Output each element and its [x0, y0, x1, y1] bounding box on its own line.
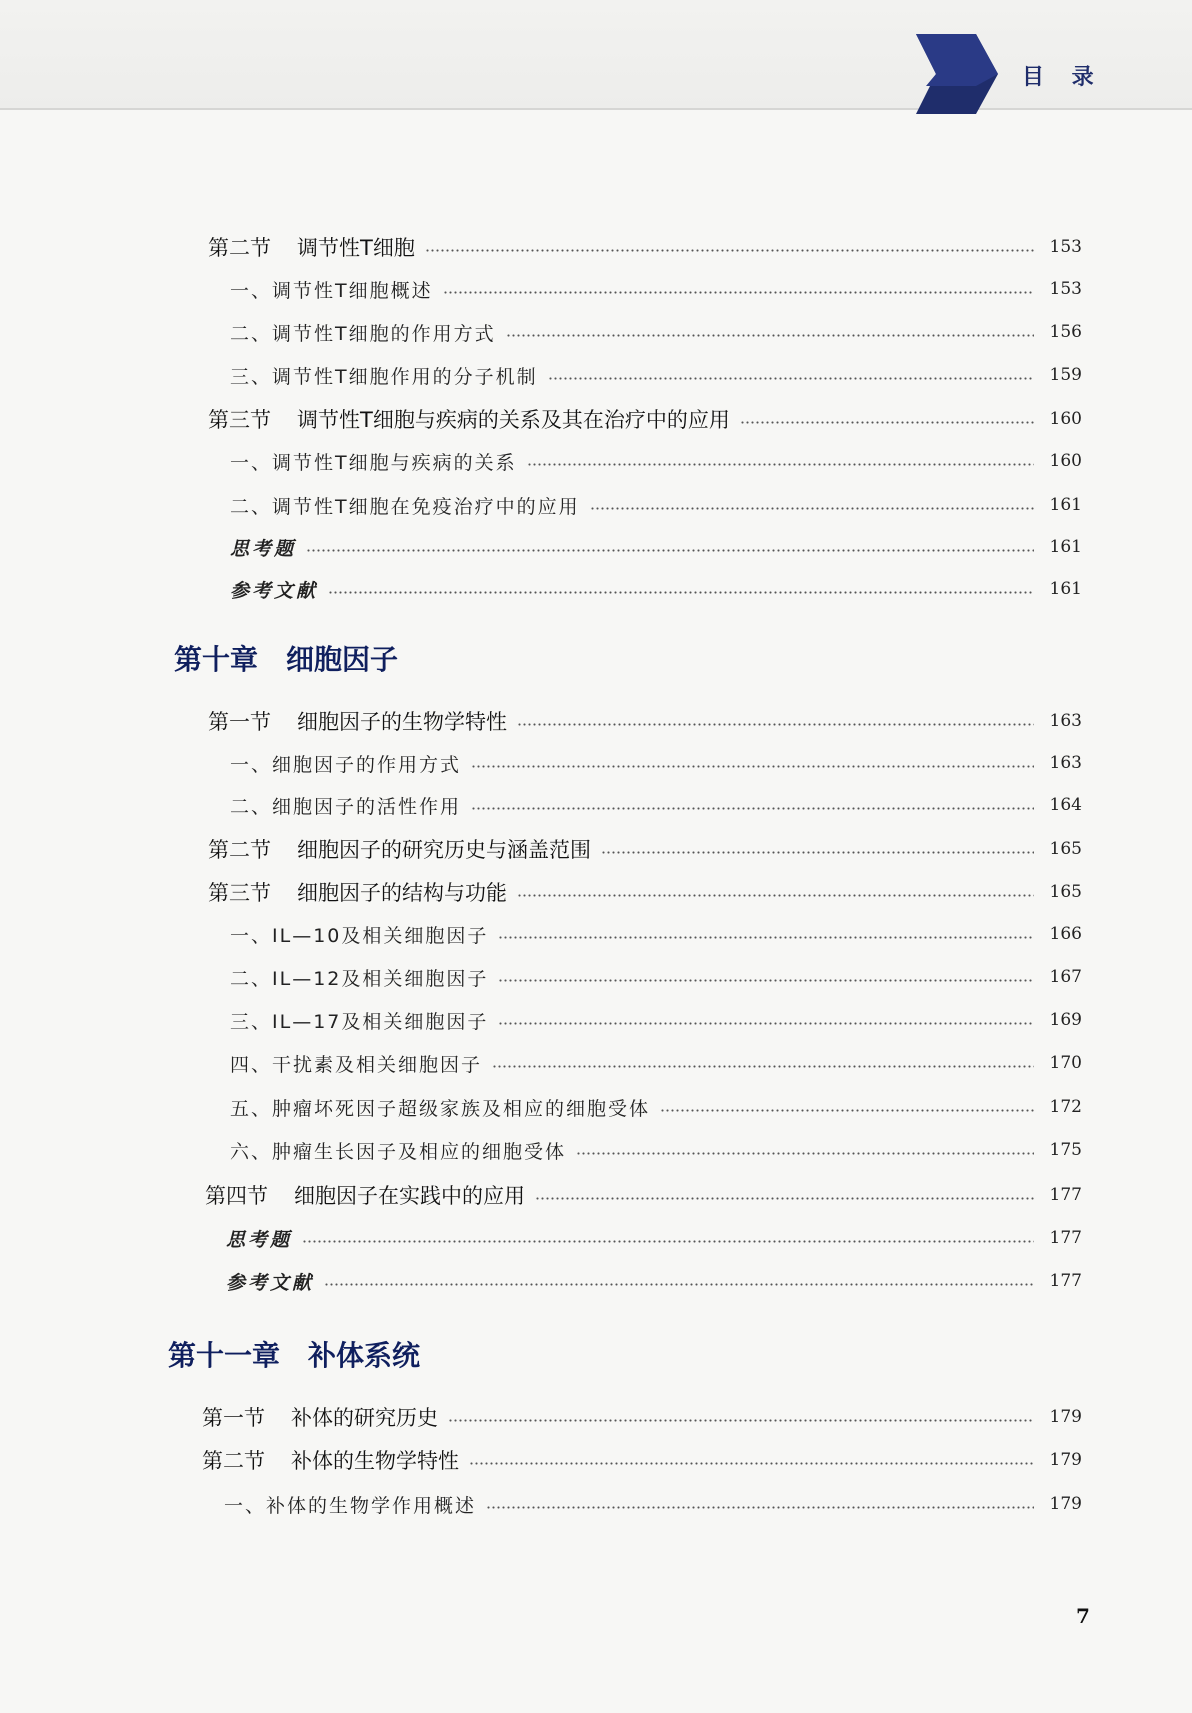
dot-leader: [548, 377, 1034, 380]
chapter-marker-tab-icon: [916, 34, 998, 114]
page-ref: 167: [1049, 967, 1082, 987]
toc-entry[interactable]: [230, 272, 1082, 306]
page-ref: 161: [1049, 579, 1082, 599]
toc-entry[interactable]: [208, 402, 1082, 436]
entry-title: 思考题: [230, 537, 297, 560]
toc-entry[interactable]: [202, 1400, 1082, 1434]
chapter-heading[interactable]: [168, 1334, 420, 1374]
entry-title: 一、调节性T细胞概述: [230, 279, 433, 302]
dot-leader: [740, 421, 1034, 424]
toc-entry[interactable]: [226, 1264, 1082, 1298]
page-ref: 161: [1049, 495, 1082, 515]
toc-entry[interactable]: [230, 530, 1082, 564]
entry-title: 补体的生物学特性: [291, 1449, 459, 1473]
chapter-title: 补体系统: [308, 1339, 421, 1372]
toc-entry[interactable]: [230, 960, 1082, 994]
toc-entry[interactable]: [230, 1133, 1082, 1167]
section-number: 第二节: [202, 1449, 265, 1473]
dot-leader: [660, 1109, 1034, 1112]
dot-leader: [506, 334, 1034, 337]
entry-title: 一、调节性T细胞与疾病的关系: [230, 451, 517, 474]
dot-leader: [535, 1197, 1034, 1200]
page-ref: 172: [1049, 1097, 1082, 1117]
entry-title: 二、调节性T细胞的作用方式: [230, 322, 496, 345]
toc-entry[interactable]: [224, 1487, 1082, 1521]
dot-leader: [527, 463, 1034, 466]
dot-leader: [324, 1283, 1034, 1286]
page-ref: 177: [1049, 1228, 1082, 1248]
section-number: 第三节: [208, 881, 271, 905]
page-ref: 175: [1049, 1140, 1082, 1160]
dot-leader: [517, 723, 1034, 726]
section-number: 第二节: [208, 838, 271, 862]
page-ref: 159: [1049, 365, 1082, 385]
page-ref: 156: [1049, 322, 1082, 342]
toc-entry[interactable]: [202, 1443, 1082, 1477]
entry-title: 四、干扰素及相关细胞因子: [230, 1053, 483, 1076]
page-ref: 177: [1049, 1271, 1082, 1291]
entry-title: 细胞因子的研究历史与涵盖范围: [297, 838, 591, 862]
toc-entry[interactable]: [230, 1090, 1082, 1124]
dot-leader: [448, 1419, 1034, 1422]
toc-entry[interactable]: [208, 704, 1082, 738]
chapter-number: 第十章: [174, 643, 259, 676]
chapter-number: 第十一章: [168, 1339, 281, 1372]
toc-entry[interactable]: [226, 1221, 1082, 1255]
dot-leader: [471, 807, 1034, 810]
toc-entry[interactable]: [208, 832, 1082, 866]
toc-entry[interactable]: [205, 1178, 1082, 1212]
page-ref: 165: [1049, 839, 1082, 859]
dot-leader: [471, 765, 1034, 768]
page-ref: 161: [1049, 537, 1082, 557]
toc-entry[interactable]: [230, 358, 1082, 392]
dot-leader: [486, 1506, 1034, 1509]
toc-entry[interactable]: [230, 315, 1082, 349]
page-ref: 163: [1049, 711, 1082, 731]
entry-title: 一、IL—10及相关细胞因子: [230, 924, 489, 947]
page-ref: 164: [1049, 795, 1082, 815]
toc-entry[interactable]: [230, 1003, 1082, 1037]
page-ref: 153: [1049, 279, 1082, 299]
dot-leader: [517, 894, 1034, 897]
chapter-heading[interactable]: [174, 638, 398, 678]
page-ref: 160: [1049, 409, 1082, 429]
dot-leader: [302, 1240, 1034, 1243]
toc-entry[interactable]: [230, 572, 1082, 606]
dot-leader: [576, 1152, 1034, 1155]
page-ref: 153: [1049, 237, 1082, 257]
dot-leader: [306, 549, 1034, 552]
entry-title: 三、调节性T细胞作用的分子机制: [230, 365, 538, 388]
entry-title: 思考题: [226, 1228, 293, 1251]
entry-title: 一、补体的生物学作用概述: [224, 1494, 477, 1517]
dot-leader: [590, 507, 1034, 510]
section-number: 第二节: [208, 236, 271, 260]
entry-title: 调节性T细胞与疾病的关系及其在治疗中的应用: [297, 408, 730, 432]
page-ref: 165: [1049, 882, 1082, 902]
page-ref: 179: [1049, 1407, 1082, 1427]
entry-title: 细胞因子的生物学特性: [297, 710, 507, 734]
dot-leader: [425, 249, 1034, 252]
page-ref: 163: [1049, 753, 1082, 773]
page-ref: 179: [1049, 1450, 1082, 1470]
dot-leader: [601, 851, 1034, 854]
entry-title: 二、调节性T细胞在免疫治疗中的应用: [230, 495, 580, 518]
dot-leader: [443, 291, 1034, 294]
entry-title: 五、肿瘤坏死因子超级家族及相应的细胞受体: [230, 1097, 651, 1120]
entry-title: 参考文献: [226, 1271, 315, 1294]
dot-leader: [498, 936, 1034, 939]
chapter-title: 细胞因子: [286, 643, 399, 676]
section-number: 第四节: [205, 1184, 268, 1208]
toc-entry[interactable]: [208, 875, 1082, 909]
page-header: [0, 0, 1192, 110]
page-ref: 179: [1049, 1494, 1082, 1514]
entry-title: 二、细胞因子的活性作用: [230, 795, 462, 818]
page-number: 7: [1076, 1604, 1090, 1628]
entry-title: 细胞因子的结构与功能: [297, 881, 507, 905]
section-number: 第三节: [208, 408, 271, 432]
dot-leader: [492, 1065, 1034, 1068]
dot-leader: [498, 979, 1034, 982]
entry-title: 一、细胞因子的作用方式: [230, 753, 462, 776]
entry-title: 补体的研究历史: [291, 1406, 438, 1430]
section-number: 第一节: [202, 1406, 265, 1430]
toc-entry[interactable]: [230, 444, 1082, 478]
dot-leader: [498, 1022, 1034, 1025]
dot-leader: [328, 591, 1034, 594]
page-ref: 160: [1049, 451, 1082, 471]
page-ref: 166: [1049, 924, 1082, 944]
header-title: 目 录: [1022, 65, 1104, 90]
section-number: 第一节: [208, 710, 271, 734]
toc-entry[interactable]: [208, 230, 1082, 264]
toc-entry[interactable]: [230, 488, 1082, 522]
entry-title: 参考文献: [230, 579, 319, 602]
toc-entry[interactable]: [230, 746, 1082, 780]
toc-entry[interactable]: [230, 788, 1082, 822]
toc-entry[interactable]: [230, 917, 1082, 951]
page-ref: 169: [1049, 1010, 1082, 1030]
entry-title: 三、IL—17及相关细胞因子: [230, 1010, 489, 1033]
page-ref: 170: [1049, 1053, 1082, 1073]
entry-title: 调节性T细胞: [297, 236, 415, 260]
toc-entry[interactable]: [230, 1046, 1082, 1080]
dot-leader: [469, 1462, 1034, 1465]
entry-title: 六、肿瘤生长因子及相应的细胞受体: [230, 1140, 567, 1163]
entry-title: 细胞因子在实践中的应用: [294, 1184, 525, 1208]
page-ref: 177: [1049, 1185, 1082, 1205]
entry-title: 二、IL—12及相关细胞因子: [230, 967, 489, 990]
